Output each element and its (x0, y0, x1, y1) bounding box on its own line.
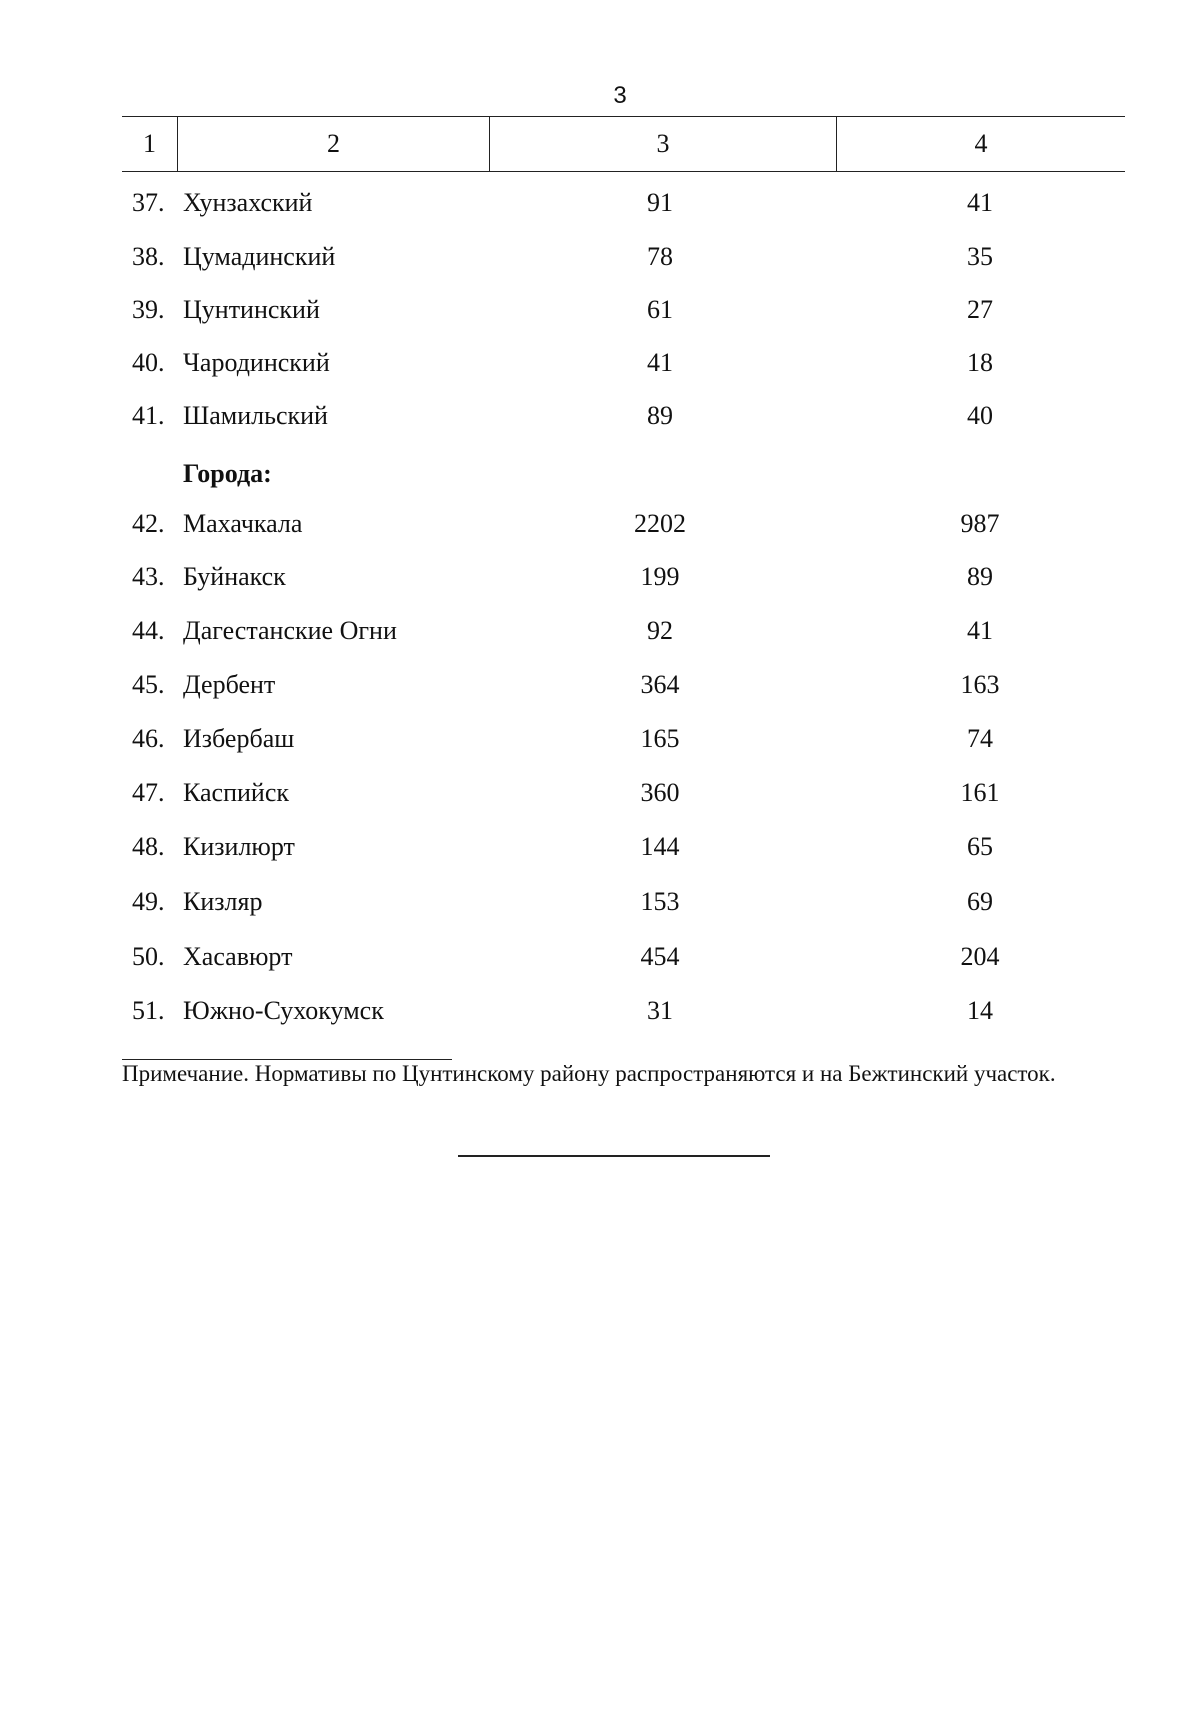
row-value-col3: 153 (640, 887, 680, 916)
row-number: 37. (132, 188, 165, 217)
row-value-col3: 454 (640, 942, 680, 971)
header-col-2: 2 (327, 129, 340, 158)
row-name: Шамильский (183, 401, 328, 430)
header-col-4: 4 (974, 129, 988, 158)
table-row (0, 832, 1200, 872)
row-number: 39. (132, 295, 165, 324)
row-name: Избербаш (183, 724, 295, 753)
table-row (0, 616, 1200, 656)
section-heading-cities: Города: (183, 459, 272, 488)
row-value-col3: 61 (647, 295, 673, 324)
table-row (0, 401, 1200, 441)
row-number: 41. (132, 401, 165, 430)
row-value-col4: 65 (967, 832, 993, 861)
table-row (0, 242, 1200, 282)
row-value-col3: 91 (647, 188, 673, 217)
row-value-col4: 41 (967, 188, 993, 217)
row-number: 51. (132, 996, 165, 1025)
row-name: Кизляр (183, 887, 263, 916)
table-row (0, 188, 1200, 228)
table-row (0, 348, 1200, 388)
row-name: Чародинский (183, 348, 330, 377)
table-row (0, 887, 1200, 927)
row-name: Кизилюрт (183, 832, 295, 861)
table-row (0, 562, 1200, 602)
table-row (0, 295, 1200, 335)
row-value-col4: 27 (967, 295, 993, 324)
row-value-col3: 31 (647, 996, 673, 1025)
row-value-col4: 69 (967, 887, 993, 916)
row-name: Дербент (183, 670, 276, 699)
row-value-col3: 144 (640, 832, 680, 861)
row-value-col3: 92 (647, 616, 673, 645)
row-value-col4: 40 (967, 401, 993, 430)
row-value-col4: 161 (960, 778, 1000, 807)
table-row (0, 778, 1200, 818)
row-number: 44. (132, 616, 165, 645)
row-name: Цумадинский (183, 242, 336, 271)
table-row (0, 670, 1200, 710)
table-header-row (122, 117, 1125, 171)
row-number: 48. (132, 832, 165, 861)
row-value-col3: 364 (640, 670, 680, 699)
table-row (0, 942, 1200, 982)
row-value-col3: 41 (647, 348, 673, 377)
row-value-col3: 165 (640, 724, 680, 753)
row-number: 50. (132, 942, 165, 971)
row-value-col4: 987 (960, 509, 1000, 538)
row-name: Хасавюрт (183, 942, 293, 971)
header-col-1: 1 (143, 129, 156, 158)
row-value-col4: 74 (967, 724, 993, 753)
page-number: 3 (613, 82, 627, 109)
row-number: 42. (132, 509, 165, 538)
row-name: Хунзахский (183, 188, 313, 217)
row-number: 47. (132, 778, 165, 807)
row-name: Цунтинский (183, 295, 320, 324)
row-number: 40. (132, 348, 165, 377)
row-number: 45. (132, 670, 165, 699)
row-value-col4: 41 (967, 616, 993, 645)
row-number: 46. (132, 724, 165, 753)
row-value-col3: 199 (640, 562, 680, 591)
row-value-col3: 360 (640, 778, 680, 807)
row-value-col3: 89 (647, 401, 673, 430)
table-row (0, 509, 1200, 549)
footnote-text: Примечание. Нормативы по Цунтинскому району распространяются и на Бежтинский участок. (122, 1061, 1056, 1086)
footnote-separator (122, 1059, 452, 1060)
row-value-col4: 14 (967, 996, 993, 1025)
row-name: Южно-Сухокумск (183, 996, 384, 1025)
row-value-col3: 78 (647, 242, 673, 271)
row-name: Махачкала (183, 509, 303, 538)
row-name: Буйнакск (183, 562, 286, 591)
row-name: Каспийск (183, 778, 289, 807)
row-number: 38. (132, 242, 165, 271)
row-number: 49. (132, 887, 165, 916)
table-row (0, 724, 1200, 764)
table-row (0, 996, 1200, 1036)
row-value-col4: 18 (967, 348, 993, 377)
row-value-col3: 2202 (634, 509, 686, 538)
table-header-bottom-rule (122, 171, 1125, 172)
header-col-3: 3 (656, 129, 670, 158)
row-value-col4: 204 (960, 942, 1000, 971)
row-value-col4: 163 (960, 670, 1000, 699)
end-of-document-rule (458, 1155, 770, 1157)
row-name: Дагестанские Огни (183, 616, 397, 645)
row-value-col4: 89 (967, 562, 993, 591)
row-value-col4: 35 (967, 242, 993, 271)
row-number: 43. (132, 562, 165, 591)
